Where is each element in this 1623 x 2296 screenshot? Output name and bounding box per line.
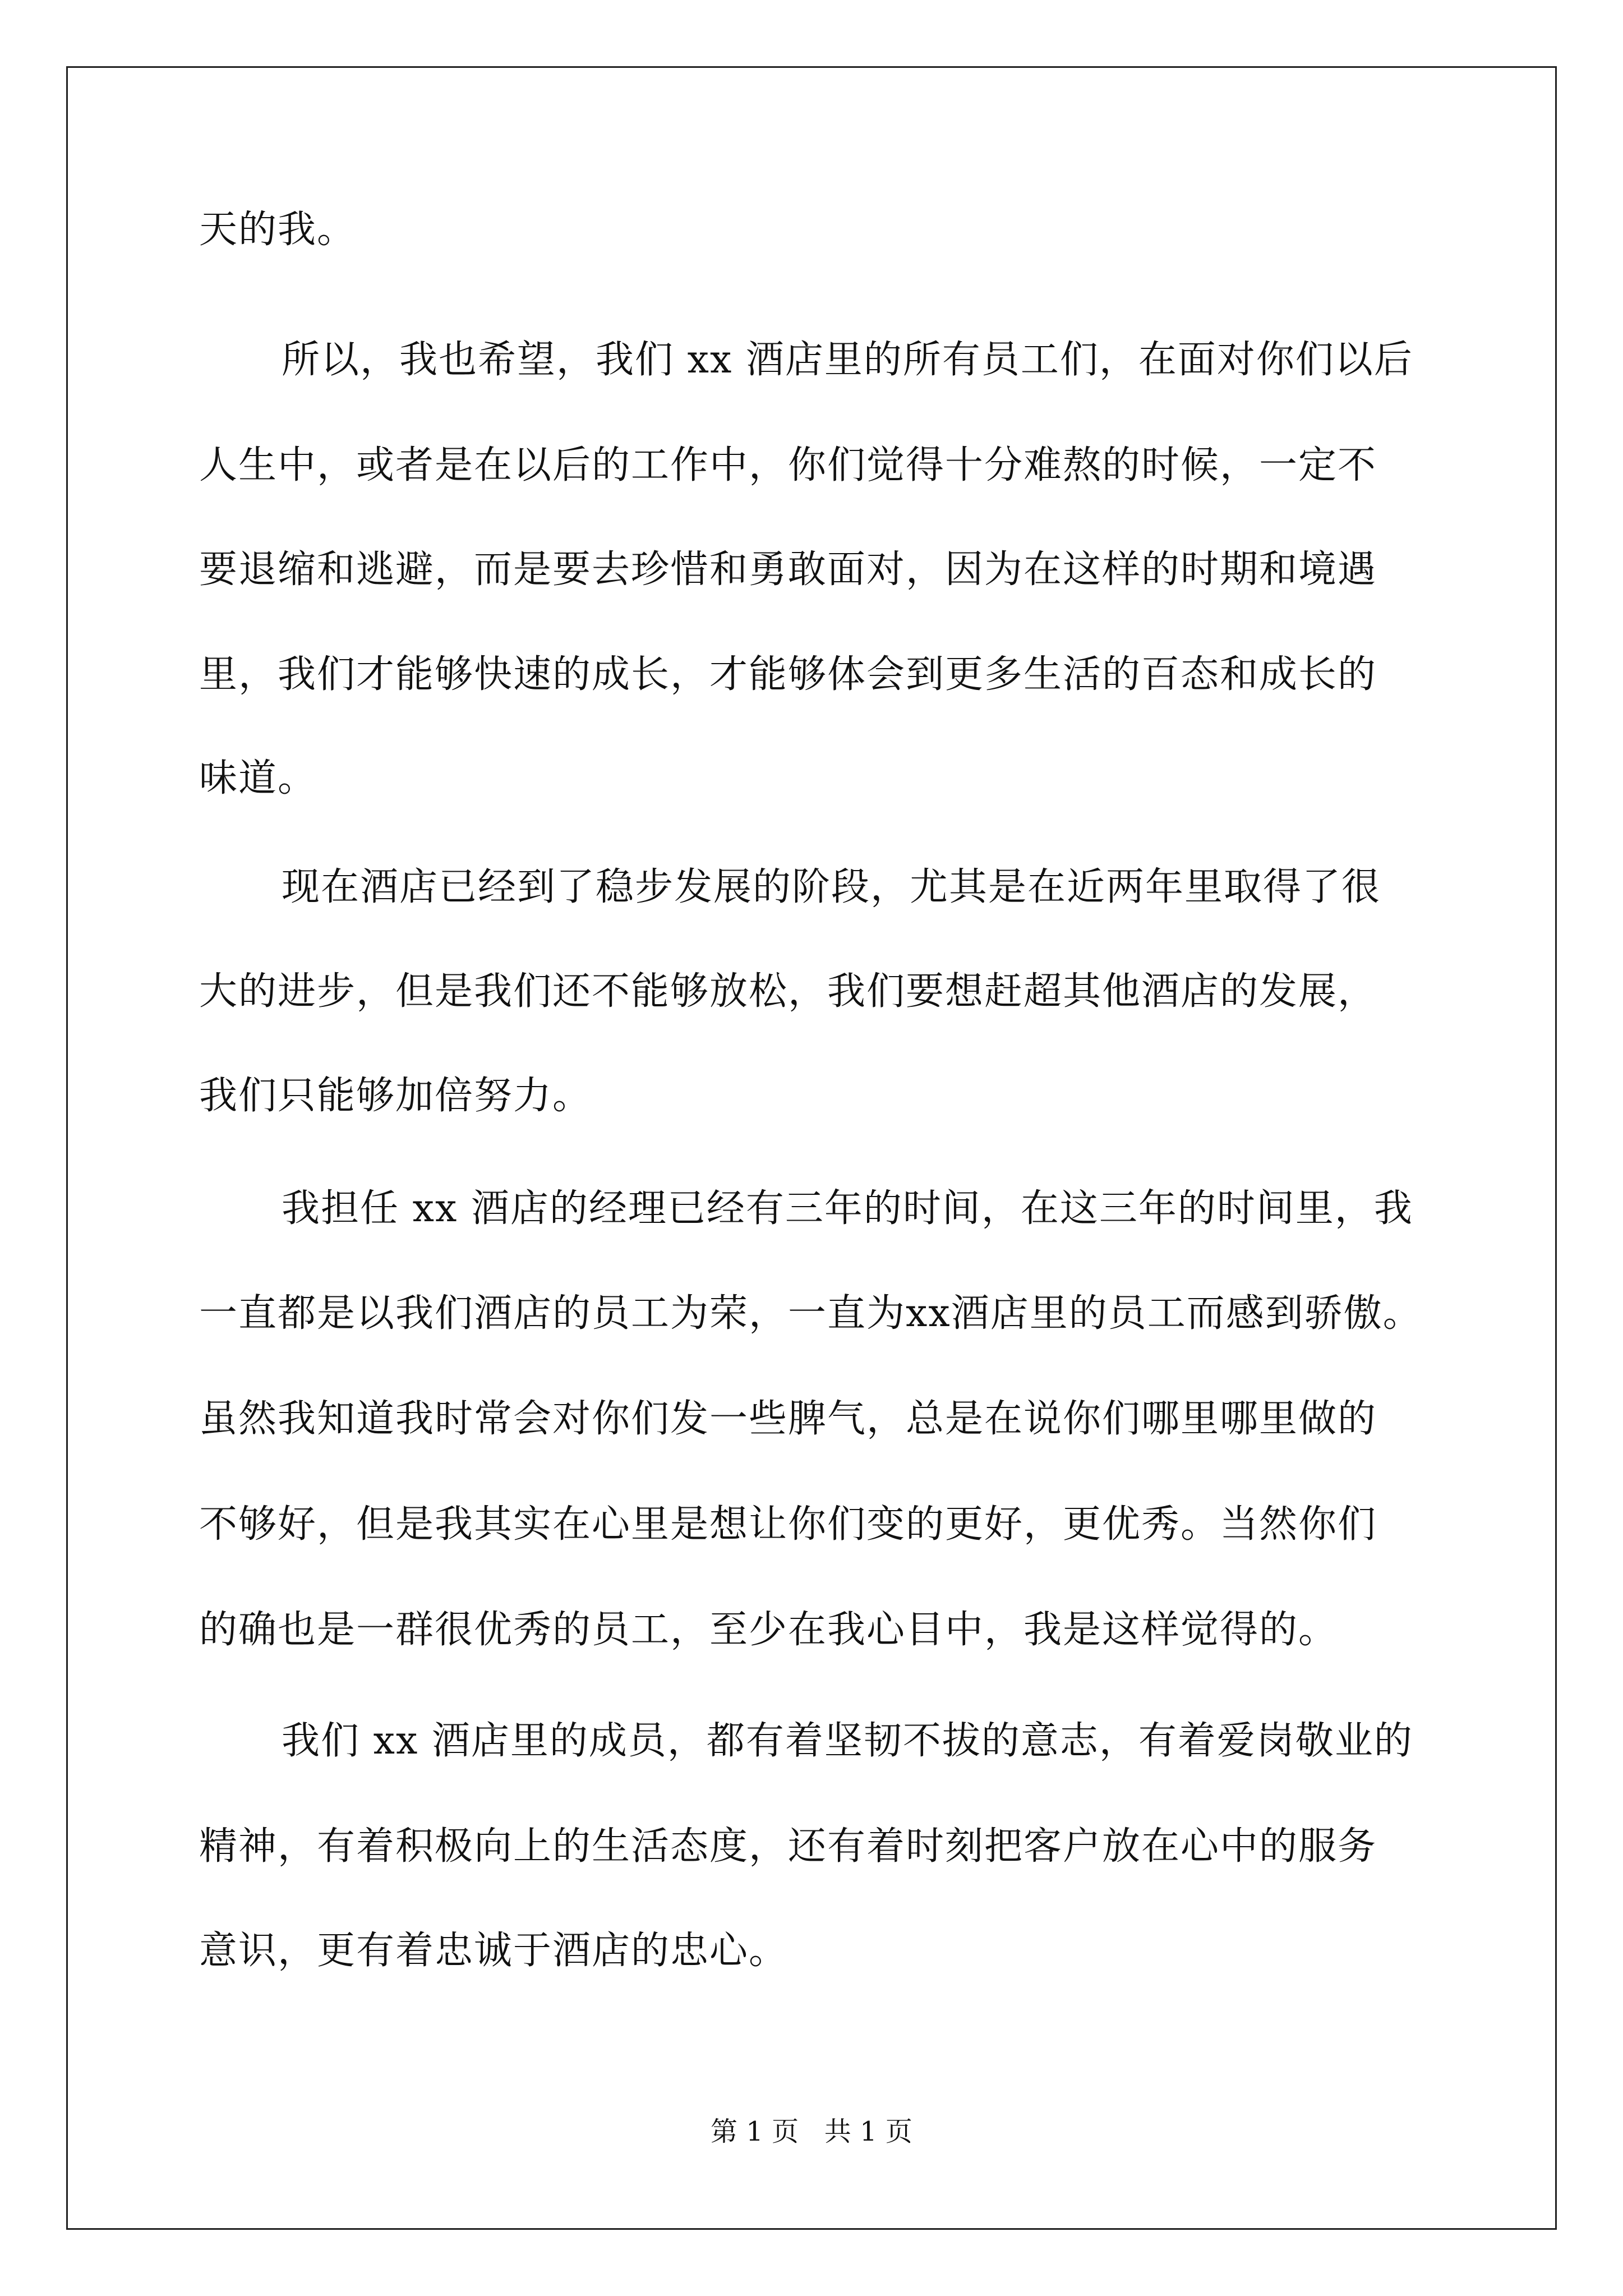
text-line: 不够好，但是我其实在心里是想让你们变的更好，更优秀。当然你们 — [199, 1502, 1377, 1547]
text-line: 人生中，或者是在以后的工作中，你们觉得十分难熬的时候，一定不 — [199, 443, 1377, 487]
text-line: 所以，我也希望，我们 xx 酒店里的所有员工们，在面对你们以后 — [282, 338, 1413, 382]
text-line: 大的进步，但是我们还不能够放松，我们要想赶超其他酒店的发展， — [199, 969, 1377, 1014]
text-line: 我担任 xx 酒店的经理已经有三年的时间，在这三年的时间里，我 — [282, 1186, 1413, 1231]
text-line: 的确也是一群很优秀的员工，至少在我心目中，我是这样觉得的。 — [199, 1608, 1338, 1652]
text-line: 意识，更有着忠诚于酒店的忠心。 — [199, 1929, 789, 1973]
page-footer: 第 1 页 共 1 页 — [711, 2116, 912, 2147]
text-line: 我们只能够加倍努力。 — [199, 1074, 592, 1118]
text-line: 虽然我知道我时常会对你们发一些脾气，总是在说你们哪里哪里做的 — [199, 1397, 1377, 1441]
text-line: 现在酒店已经到了稳步发展的阶段，尤其是在近两年里取得了很 — [282, 865, 1381, 909]
text-line: 里，我们才能够快速的成长，才能够体会到更多生活的百态和成长的 — [199, 652, 1377, 697]
text-line: 一直都是以我们酒店的员工为荣，一直为xx酒店里的员工而感到骄傲。 — [199, 1291, 1422, 1336]
text-line: 我们 xx 酒店里的成员，都有着坚韧不拔的意志，有着爱岗敬业的 — [282, 1719, 1413, 1763]
text-line: 天的我。 — [199, 208, 357, 252]
text-line: 要退缩和逃避，而是要去珍惜和勇敢面对，因为在这样的时期和境遇 — [199, 547, 1377, 592]
page-border — [66, 66, 1557, 2230]
text-line: 精神，有着积极向上的生活态度，还有着时刻把客户放在心中的服务 — [199, 1824, 1377, 1869]
text-line: 味道。 — [199, 756, 317, 800]
